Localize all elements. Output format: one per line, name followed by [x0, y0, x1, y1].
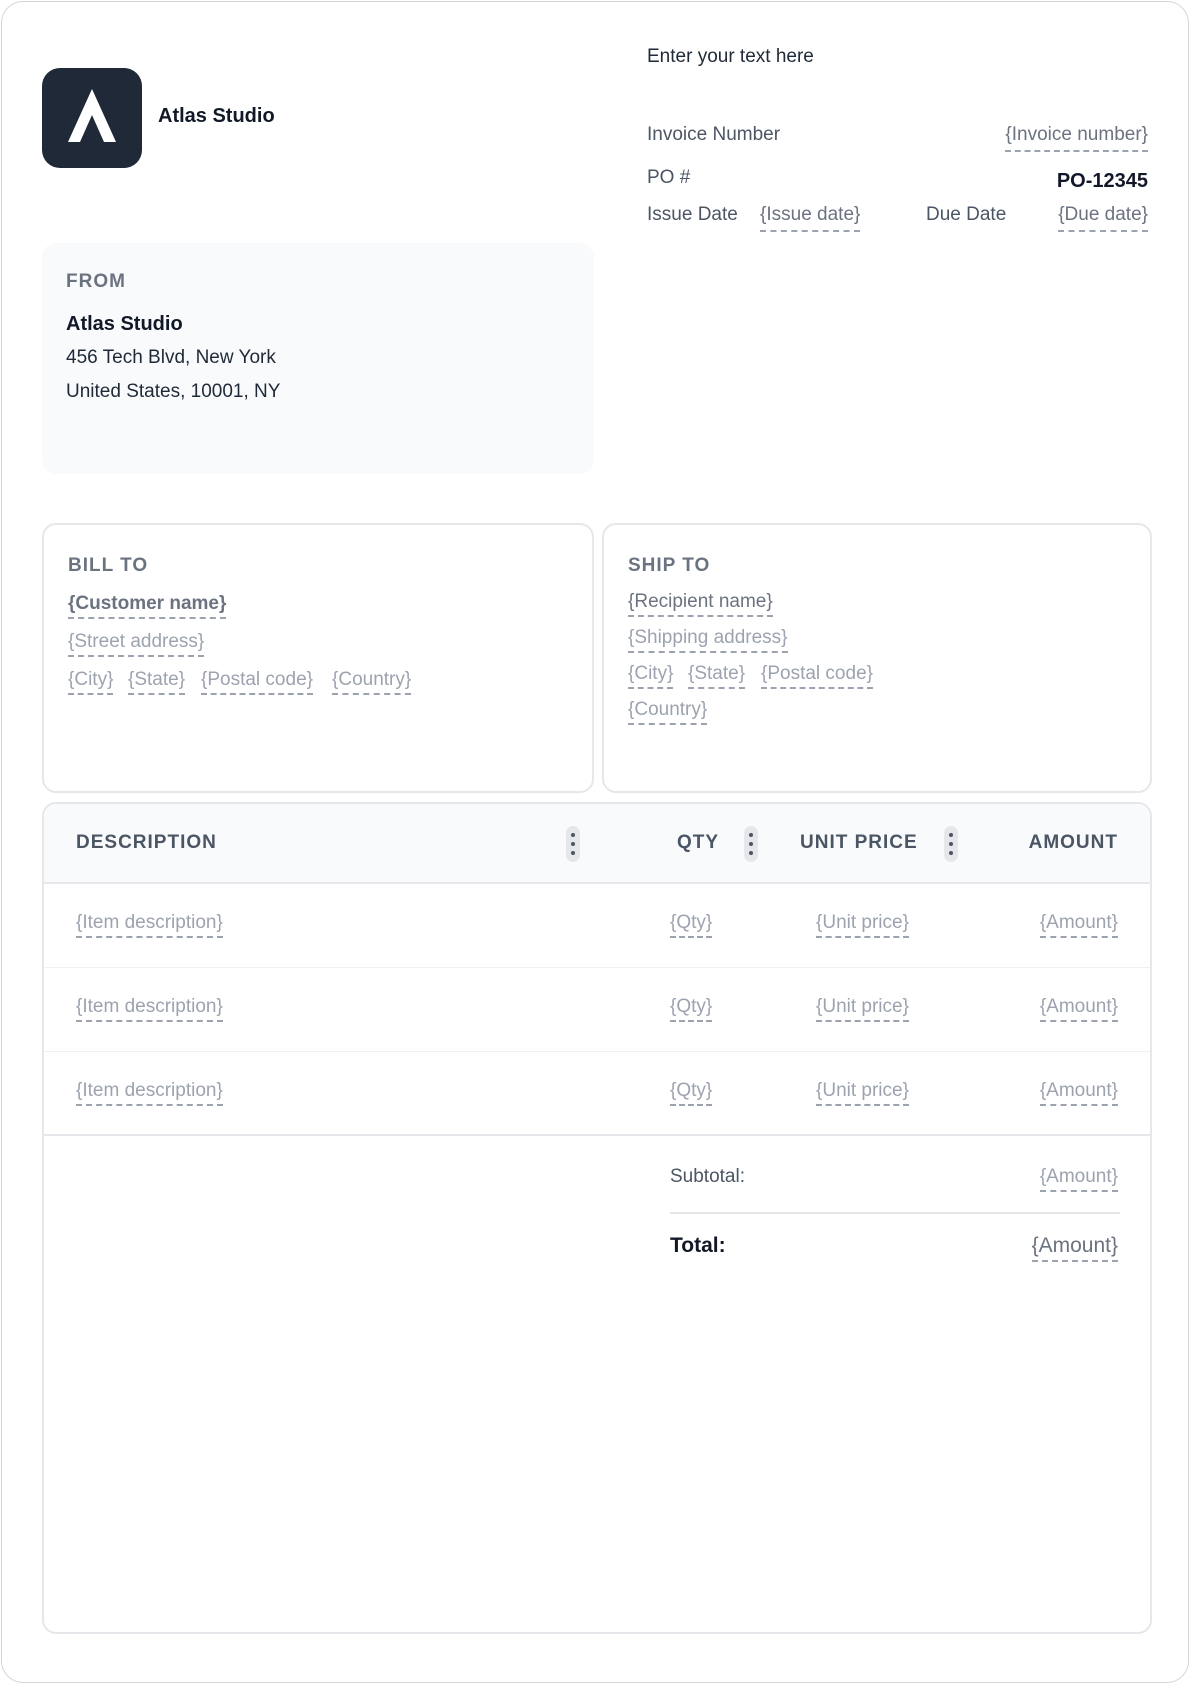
atlas-a-logo-icon	[42, 68, 142, 168]
invoice-number-field[interactable]: {Invoice number}	[1005, 124, 1148, 152]
from-address-line2[interactable]: United States, 10001, NY	[66, 381, 281, 402]
column-resize-handle-icon[interactable]	[744, 826, 758, 862]
issue-date-label: Issue Date	[647, 204, 738, 225]
item-description-field[interactable]: {Item description}	[76, 996, 223, 1022]
po-value[interactable]: PO-12345	[1056, 170, 1148, 192]
ship-country-field[interactable]: {Country}	[628, 699, 707, 725]
ship-state-field[interactable]: {State}	[688, 663, 745, 689]
column-resize-handle-icon[interactable]	[944, 826, 958, 862]
subtotal-label: Subtotal:	[670, 1166, 745, 1187]
header-note-text[interactable]: Enter your text here	[647, 46, 814, 67]
recipient-name-field[interactable]: {Recipient name}	[628, 591, 773, 617]
ship-postal-code-field[interactable]: {Postal code}	[761, 663, 873, 689]
item-description-field[interactable]: {Item description}	[76, 912, 223, 938]
item-amount-field[interactable]: {Amount}	[1040, 1080, 1118, 1106]
brand-name: Atlas Studio	[158, 105, 275, 127]
bill-to-label: BILL TO	[68, 555, 149, 576]
bill-to-card	[42, 523, 594, 793]
bill-country-field[interactable]: {Country}	[332, 669, 411, 695]
ship-to-label: SHIP TO	[628, 555, 711, 576]
item-unit-price-field[interactable]: {Unit price}	[816, 996, 909, 1022]
customer-name-field[interactable]: {Customer name}	[68, 593, 226, 619]
ship-to-card	[602, 523, 1152, 793]
item-unit-price-field[interactable]: {Unit price}	[816, 1080, 909, 1106]
item-amount-field[interactable]: {Amount}	[1040, 912, 1118, 938]
table-row	[44, 968, 1150, 1052]
column-header-qty: QTY	[677, 832, 720, 853]
item-unit-price-field[interactable]: {Unit price}	[816, 912, 909, 938]
item-amount-field[interactable]: {Amount}	[1040, 996, 1118, 1022]
item-description-field[interactable]: {Item description}	[76, 1080, 223, 1106]
table-row	[44, 884, 1150, 968]
invoice-number-label: Invoice Number	[647, 124, 781, 145]
column-header-description: DESCRIPTION	[76, 832, 217, 853]
table-header	[44, 804, 1150, 884]
po-label: PO #	[647, 167, 691, 188]
column-resize-handle-icon[interactable]	[566, 826, 580, 862]
column-header-unit-price: UNIT PRICE	[800, 832, 918, 853]
from-label: FROM	[66, 271, 126, 292]
from-address-line1[interactable]: 456 Tech Blvd, New York	[66, 347, 276, 368]
item-qty-field[interactable]: {Qty}	[670, 996, 712, 1022]
invoice-page	[1, 1, 1189, 1683]
due-date-label: Due Date	[926, 204, 1007, 225]
issue-date-field[interactable]: {Issue date}	[760, 204, 860, 232]
item-qty-field[interactable]: {Qty}	[670, 1080, 712, 1106]
shipping-address-field[interactable]: {Shipping address}	[628, 627, 788, 653]
column-header-amount: AMOUNT	[1028, 832, 1118, 853]
table-row	[44, 1052, 1150, 1136]
from-company-name[interactable]: Atlas Studio	[66, 313, 183, 335]
totals-divider	[670, 1212, 1120, 1214]
line-items-table	[42, 802, 1152, 1634]
from-card	[42, 243, 594, 474]
ship-city-field[interactable]: {City}	[628, 663, 673, 689]
total-value[interactable]: {Amount}	[1032, 1234, 1118, 1262]
total-label: Total:	[670, 1234, 726, 1257]
street-address-field[interactable]: {Street address}	[68, 631, 204, 657]
bill-postal-code-field[interactable]: {Postal code}	[201, 669, 313, 695]
subtotal-value[interactable]: {Amount}	[1040, 1166, 1118, 1192]
item-qty-field[interactable]: {Qty}	[670, 912, 712, 938]
bill-state-field[interactable]: {State}	[128, 669, 185, 695]
due-date-field[interactable]: {Due date}	[1058, 204, 1148, 232]
bill-city-field[interactable]: {City}	[68, 669, 113, 695]
